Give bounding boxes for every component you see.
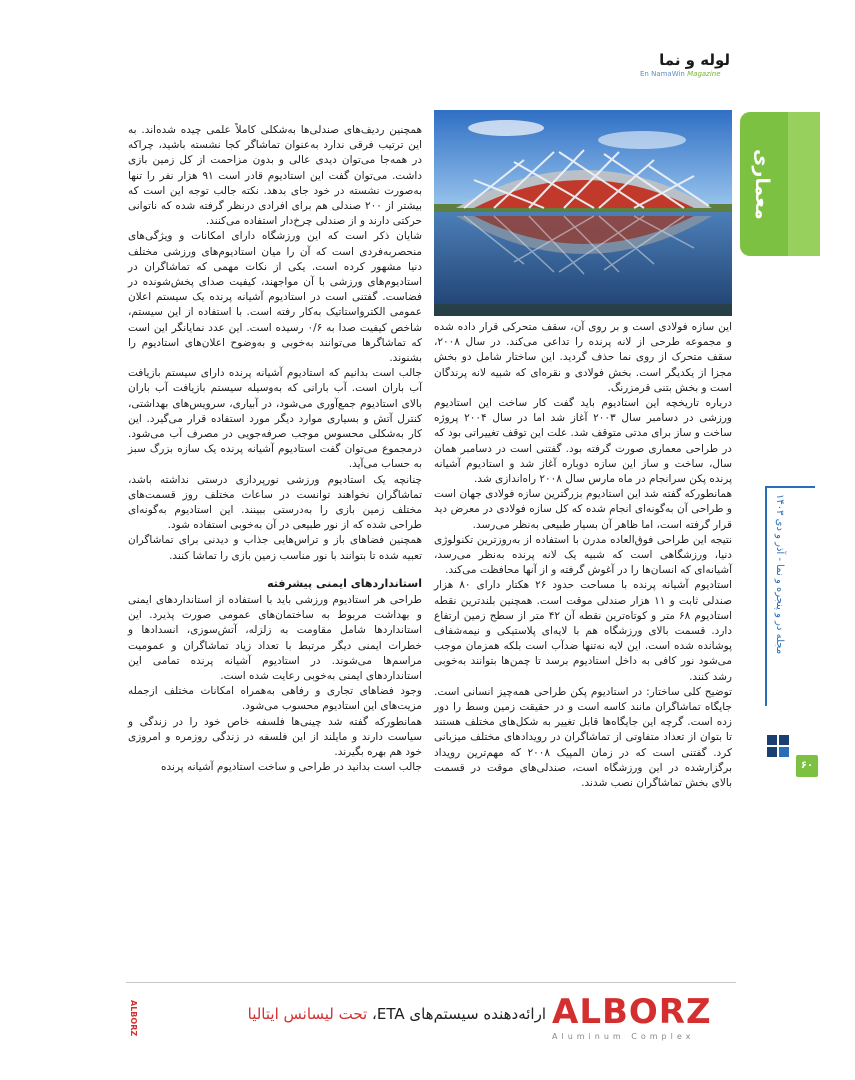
paragraph: همانطورکه گفته شد چینی‌ها فلسفه خاص خود را در زندگی و سیاست دارند و مایلند از این فلسفه در زندگی روزمره و امروزی خود هم بهره بگیرند. bbox=[128, 715, 422, 758]
paragraph: نتیجه این طراحی فوق‌العاده مدرن با استفاده از به‌روزترین تکنولوژی دنیا، ورزشگاهی است که شبیه یک لانه پرنده به‌نظر می‌رسد، آشیانه‌ای که انسان‌ها را در آغوش گرفته و از آنها محافظت می‌کند. bbox=[434, 533, 732, 577]
margin-rule-horizontal bbox=[765, 486, 815, 488]
section-label: معماری bbox=[751, 148, 773, 220]
article-column-left bbox=[128, 123, 422, 775]
logo-subtitle bbox=[640, 70, 730, 79]
paragraph: جالب است بدانیم که استادیوم آشیانه پرنده دارای سیستم بازیافت آب باران است. آب بارانی که به‌وسیله سیستم بازیافت آب باران بالای استادیوم جمع‌آوری می‌شود، در آبیاری، سرویس‌های بهداشتی، کنترل آتش و بسیاری موارد دیگر مورد استفاده قرار می‌گیرد. این کار به‌شکلی محسوس موجب صرفه‌جویی در مصرف آب می‌شود. درمجموع می‌توان گفت استادیوم آشیانه پرنده یک سازه بزرگ سبز به حساب می‌آید. bbox=[128, 367, 422, 471]
paragraph: همچنین ردیف‌های صندلی‌ها به‌شکلی کاملاً علمی چیده شده‌اند. به این ترتیب فرقی ندارد به‌عنوان تماشاگر کجا نشسته باشید، چراکه در همه‌جا می‌توان دیدی عالی و بدون مزاحمت از کل زمین بازی داشت. می‌توان گفت این استادیوم قادر است ۹۱ هزار نفر را تنها به‌صورت نشسته در خود جای بدهد. نکته جالب توجه این است که بیشتر از ۲۰۰ صندلی هم برای افرادی درنظر گرفته شده که ناتوانی حرکتی دارند و از صندلی چرخ‌دار استفاده می‌کنند. bbox=[128, 124, 422, 228]
paragraph: طراحی هر استادیوم ورزشی باید با استفاده از استانداردهای ایمنی و بهداشت مربوط به ساختمان‌های عمومی صورت پذیرد. این استانداردها شامل مقاومت به زلزله، آتش‌سوزی، انسدادها و خطرات ایمنی دیگر مرتبط با تعداد زیاد تماشاگران و عموميت مراسم‌ها می‌شوند. در استادیوم آشیانه پرنده تمامی این استانداردهای ایمنی به‌خوبی رعایت شده است. bbox=[128, 593, 422, 682]
page-number: ۶۰ bbox=[796, 755, 818, 777]
advertisement-tagline bbox=[126, 1000, 546, 1028]
alborz-subtitle: Aluminum Complex bbox=[552, 1032, 695, 1041]
paragraph: استادیوم آشیانه پرنده با مساحت حدود ۲۶ هکتار دارای ۸۰ هزار صندلی ثابت و ۱۱ هزار صندلی موقت است. همچنین بلندترین نقطه استادیوم ۶۸ متر و کوتاه‌ترین نقطه آن ۴۲ متر از سطح زمین ارتفاع دارد. قسمت بالای ورزشگاه هم با لایه‌ای پلاستیکی و نیمه‌شفاف پوشانده شده است. این لایه نه‌تنها ضدآب است بلکه همزمان موجب می‌شود نور کافی به داخل استادیوم برسد تا چمن‌ها بتوانند به‌خوبی رشد کنند. bbox=[434, 579, 733, 683]
section-tab-highlight bbox=[788, 112, 820, 256]
paragraph: این سازه فولادی است و بر روی آن، سقف متحرکی قرار داده شده و مجموعه طرحی از لانه پرنده را تداعی می‌کند. در سال ۲۰۰۸، سقف متحرک از روی نما حذف گردید. این ساختار شامل دو بخش مجزا از یکدیگر است. بخش فولادی و نقره‌ای که شبیه لانه پرندگان است و بخش بتنی قرمزرنگ. bbox=[434, 321, 732, 394]
alborz-logo bbox=[552, 993, 732, 1045]
paragraph: همانطورکه گفته شد این استادیوم بزرگترین سازه فولادی جهان است و طراحی آن به‌گونه‌ای انجام شده که کل سازه فولادی در معرض دید قرار گرفته است، اما ظاهر آن بسیار طبیعی به‌نظر می‌رسد. bbox=[434, 488, 732, 531]
section-heading: استانداردهای ایمنی پیشرفته bbox=[267, 576, 422, 590]
paragraph: وجود فضاهای تجاری و رفاهی به‌همراه امکانات مختلف ازجمله مزیت‌های این استادیوم محسوب می‌شود. bbox=[128, 685, 422, 713]
paragraph: درباره تاریخچه این استادیوم باید گفت کار ساخت این استادیوم ورزشی در دسامبر سال ۲۰۰۳ آغاز شد اما در سال ۲۰۰۴ پروژه ساخت و ساز برای مدتی متوقف شد. علت این توقف تغییراتی بود که در طراحی معماری صورت گرفته بود. گفتنی است در دسامبر همان سال، ساخت و ساز این سازه دوباره آغاز شد و استادیوم آشیانه پرنده پکن سرانجام در ماه مارس سال ۲۰۰۸ راه‌اندازی شد. bbox=[434, 397, 732, 486]
birds-nest-stadium-image bbox=[434, 110, 732, 316]
tagline-main: ارائه‌دهنده سیستم‌های bbox=[409, 1005, 546, 1023]
tagline-license: تحت لیسانس ایتالیا bbox=[247, 1005, 368, 1023]
logo-title: لوله و نما bbox=[659, 51, 730, 69]
paragraph: توضیح کلی ساختار: در استادیوم پکن طراحی همه‌چیز انسانی است. جایگاه تماشاگران مانند کاسه است و در حقیقت زمین وسط را دور زده است. گرچه این جایگاه‌ها قابل تغییر به شکل‌های مختلف هستند تا بتوان از تعداد متفاوتی از تماشاگران در رویدادهای مختلف میزبانی کرد. گفتنی است که در زمان المپیک ۲۰۰۸ که مهم‌ترین رویداد برگزارشده در این ورزشگاه است، صندلی‌های موقت در قسمت بالای بخش تماشاگران نصب شدند. bbox=[434, 685, 732, 790]
stadium-photo bbox=[434, 110, 732, 316]
article-column-right bbox=[434, 320, 732, 791]
section-tab bbox=[740, 112, 820, 256]
alborz-wordmark: ALBORZ bbox=[552, 992, 712, 1032]
side-brand-text: ALBORZ bbox=[129, 999, 138, 1037]
brand-mark-icon bbox=[763, 733, 793, 763]
logo-sub-tag: Magazine bbox=[687, 70, 721, 78]
logo-sub-name: En NamaWin bbox=[640, 70, 685, 78]
tagline-eta: ETA، bbox=[372, 1005, 405, 1023]
margin-rule-vertical bbox=[765, 486, 767, 706]
paragraph: همچنین فضاهای باز و تراس‌هایی جذاب و دیدنی برای تماشاگران تعبیه شده تا بتوانند با نور مناسب زمین بازی را تماشا کنند. bbox=[128, 534, 422, 562]
footer-divider bbox=[126, 982, 736, 983]
paragraph: جالب است بدانید در طراحی و ساخت استادیوم آشیانه پرنده bbox=[160, 761, 422, 774]
issue-caption: مجله در و پنجره و نما - آذر و دی ۱۴۰۳ bbox=[774, 494, 785, 655]
paragraph: شایان ذکر است که این ورزشگاه دارای امکانات و ویژگی‌های منحصربه‌فردی است که آن را میان استادیوم‌های ورزشی مختلف دنیا مشهور کرده است. یکی از نکات مهمی که تماشاگران در استادیوم‌های ورزشی با آن مواجهند، کیفیت صدای پخش‌شونده در فضاست. گفتنی است در استادیوم آشیانه پرنده یک سیستم اعلان عمومی الکترواستاتیک به‌کار رفته است. با استفاده از این سیستم، شاخص کیفیت صدا به ۰/۶ رسیده است. این عدد نمایانگر این است که تماشاگرها می‌توانند به‌خوبی و به‌وضوح اعلان‌های استادیوم را بشنوند. bbox=[128, 230, 422, 365]
paragraph: چنانچه یک استادیوم ورزشی نورپردازی درستی نداشته باشد، تماشاگران نخواهند توانست در ساعات مختلف روز قسمت‌های مختلف زمین بازی را به‌درستی ببینند. این استادیوم به‌گونه‌ای طراحی شده که از نور طبیعی در آن به‌خوبی استفاده شود. bbox=[128, 473, 422, 532]
magazine-logo bbox=[640, 50, 730, 86]
